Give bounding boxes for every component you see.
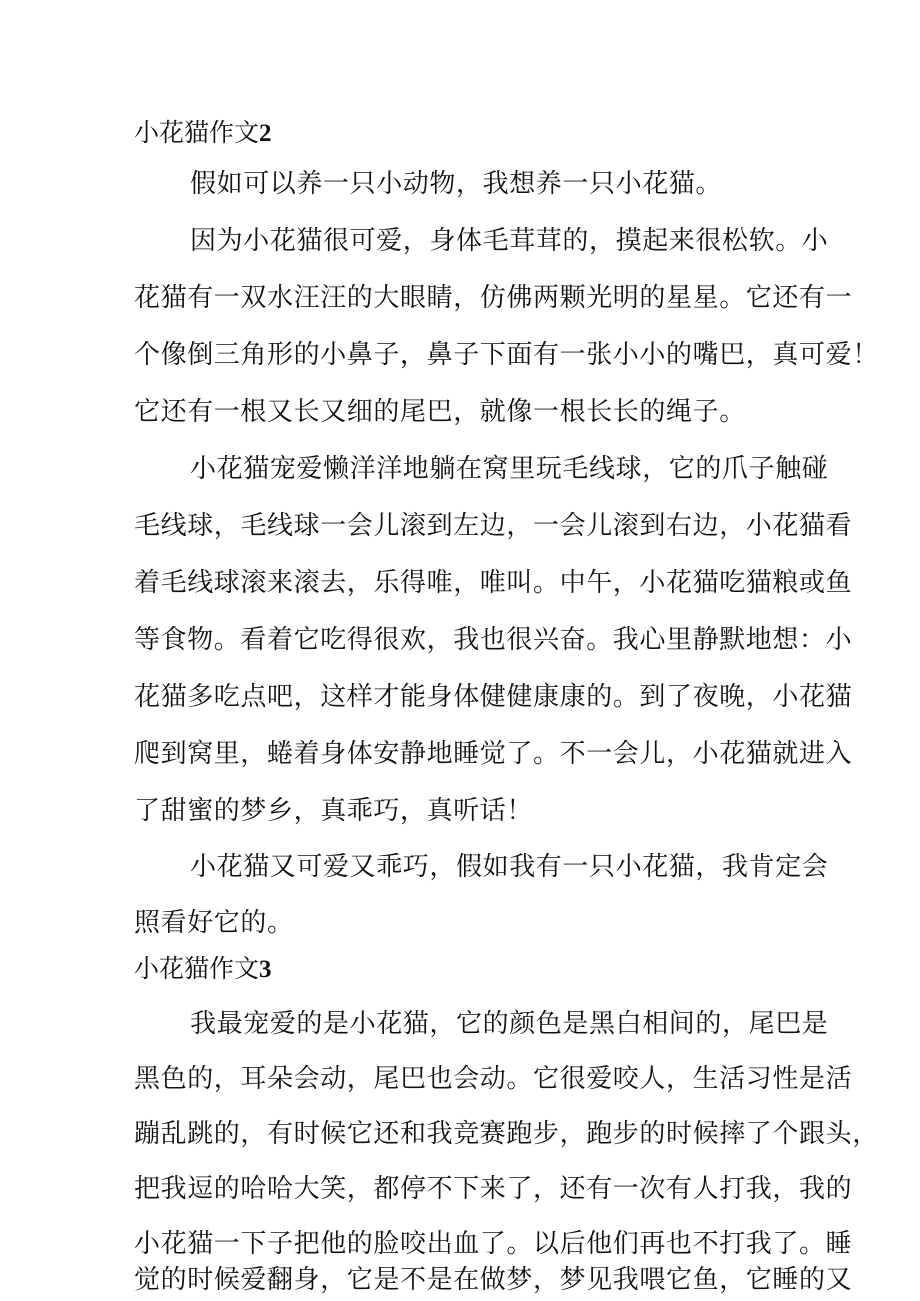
essay-3-line: 觉的时候爱翻身，它是不是在做梦，梦见我喂它鱼，它睡的又 — [134, 1265, 853, 1295]
essay-2-line: 因为小花猫很可爱，身体毛茸茸的，摸起来很松软。小 — [190, 226, 829, 256]
essay-2-line: 爬到窝里，蜷着身体安静地睡觉了。不一会儿，小花猫就进入 — [134, 739, 853, 769]
essay-2-line: 着毛线球滚来滚去，乐得唯，唯叫。中午，小花猫吃猫粮或鱼 — [134, 568, 853, 598]
essay-2-heading-number: 2 — [259, 120, 272, 147]
essay-2-line: 小花猫又可爱又乖巧，假如我有一只小花猫，我肯定会 — [190, 852, 829, 882]
essay-3-line: 小花猫一下子把他的脸咬出血了。以后他们再也不打我了。睡 — [134, 1229, 853, 1259]
essay-2-line: 个像倒三角形的小鼻子，鼻子下面有一张小小的嘴巴，真可爱！ — [134, 340, 879, 370]
essay-2-heading — [134, 118, 272, 149]
essay-3-line: 黑色的，耳朵会动，尾巴也会动。它很爱咬人，生活习性是活 — [134, 1064, 853, 1094]
essay-2-line: 花猫有一双水汪汪的大眼睛，仿佛两颗光明的星星。它还有一 — [134, 283, 853, 313]
essay-2-heading-text: 小花猫作文 — [134, 118, 260, 147]
essay-2-line: 等食物。看着它吃得很欢，我也很兴奋。我心里静默地想：小 — [134, 625, 853, 655]
essay-2-line: 假如可以养一只小动物，我想养一只小花猫。 — [190, 169, 723, 199]
essay-3-heading-number: 3 — [259, 956, 272, 983]
essay-3-line: 把我逗的哈哈大笑，都停不下来了，还有一次有人打我，我的 — [134, 1174, 853, 1204]
essay-2-line: 花猫多吃点吧，这样才能身体健健康康的。到了夜晚，小花猫 — [134, 682, 853, 712]
essay-3-heading-text: 小花猫作文 — [134, 954, 260, 983]
essay-2-line: 毛线球，毛线球一会儿滚到左边，一会儿滚到右边，小花猫看 — [134, 511, 853, 541]
essay-3-heading — [134, 954, 272, 985]
essay-2-line: 照看好它的。 — [134, 908, 294, 938]
essay-3-line: 蹦乱跳的，有时候它还和我竞赛跑步，跑步的时候摔了个跟头， — [134, 1119, 879, 1149]
essay-2-line: 它还有一根又长又细的尾巴，就像一根长长的绳子。 — [134, 397, 746, 427]
essay-3-line: 我最宠爱的是小花猫，它的颜色是黑白相间的，尾巴是 — [190, 1009, 829, 1039]
essay-2-line: 了甜蜜的梦乡，真乖巧，真听话！ — [134, 796, 534, 826]
essay-2-line: 小花猫宠爱懒洋洋地躺在窝里玩毛线球，它的爪子触碰 — [190, 454, 829, 484]
